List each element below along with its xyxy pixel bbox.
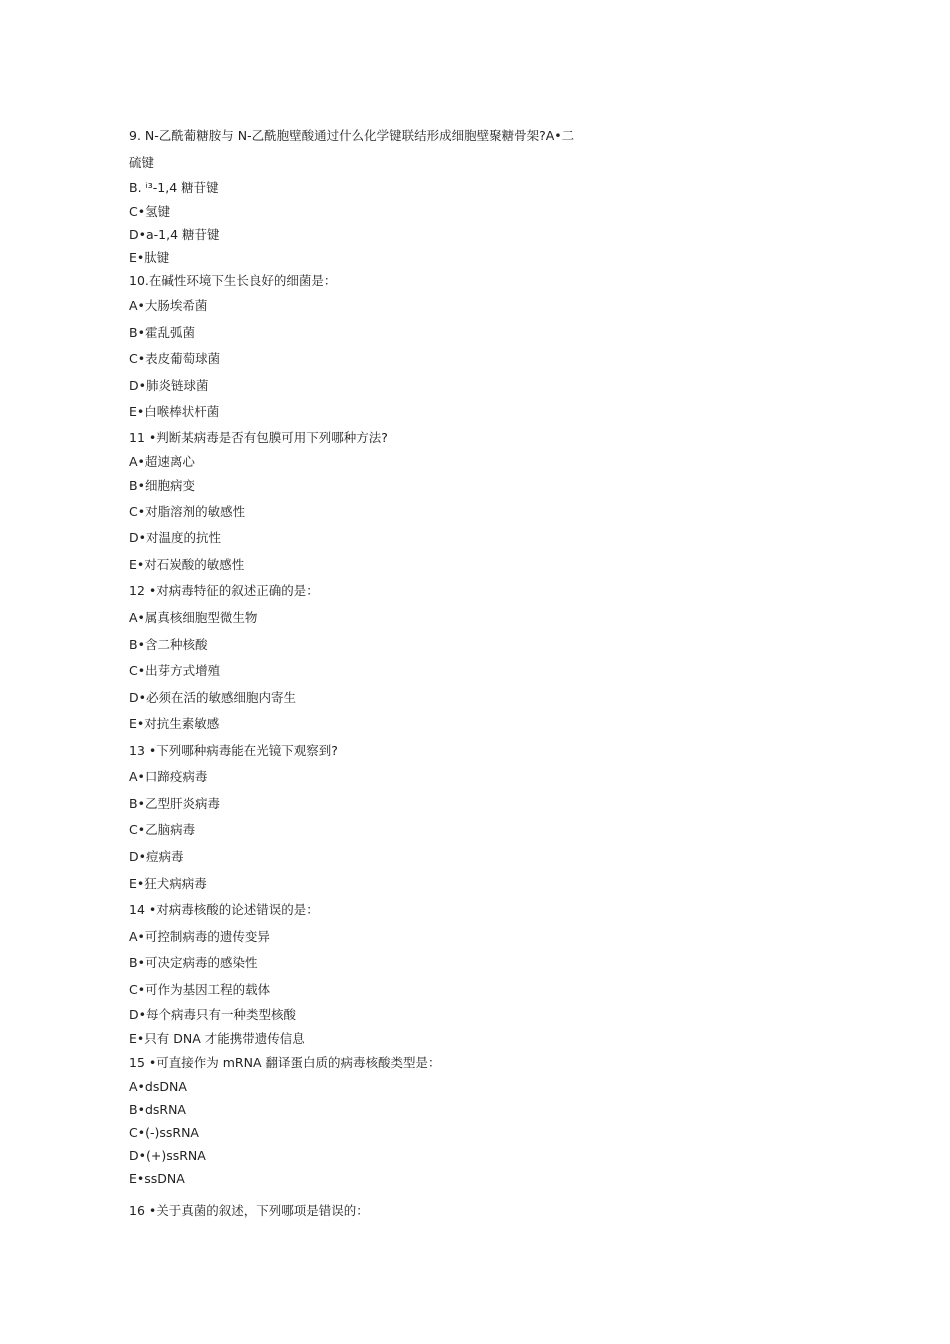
- option-b: B•含二种核酸: [129, 637, 208, 652]
- option-a: A•超速离心: [129, 454, 195, 469]
- option-d: D•每个病毒只有一种类型核酸: [129, 1007, 296, 1022]
- question-12-text: 12 •对病毒特征的叙述正确的是：: [129, 583, 319, 598]
- option-e: E•肽键: [129, 250, 170, 265]
- option-b: B•乙型肝炎病毒: [129, 796, 220, 811]
- question-11-text: 11 •判断某病毒是否有包膜可用下列哪种方法?: [129, 430, 388, 445]
- option-d: D•a-1,4 糖苷键: [129, 227, 220, 242]
- option-e: E•狂犬病病毒: [129, 876, 207, 891]
- question-14-text: 14 •对病毒核酸的论述错误的是：: [129, 902, 319, 917]
- question-16-text: 16 •关于真菌的叙述，下列哪项是错误的：: [129, 1203, 369, 1218]
- option-d: D•对温度的抗性: [129, 530, 221, 545]
- option-c: C•对脂溶剂的敏感性: [129, 504, 246, 519]
- option-a: A•口蹄疫病毒: [129, 769, 208, 784]
- option-c: C•乙脑病毒: [129, 822, 196, 837]
- question-9-text: 9. N-乙酰葡糖胺与 N-乙酰胞壁酸通过什么化学键联结形成细胞壁聚糖骨架?A•二: [129, 128, 575, 143]
- option-b: B•细胞病变: [129, 478, 195, 493]
- option-e: E•对抗生素敏感: [129, 716, 220, 731]
- option-d: D•肺炎链球菌: [129, 378, 209, 393]
- option-a: A•dsDNA: [129, 1079, 187, 1094]
- option-e: E•白喉棒状杆菌: [129, 404, 220, 419]
- option-c: C•可作为基因工程的载体: [129, 982, 271, 997]
- option-e: E•ssDNA: [129, 1171, 185, 1186]
- question-9-text-cont: 硫键: [129, 155, 155, 170]
- option-b: B•dsRNA: [129, 1102, 186, 1117]
- option-d: D•(+)ssRNA: [129, 1148, 206, 1163]
- option-a: A•大肠埃希菌: [129, 298, 208, 313]
- option-c: C•(-)ssRNA: [129, 1125, 199, 1140]
- option-d: D•必须在活的敏感细胞内寄生: [129, 690, 296, 705]
- question-13-text: 13 •下列哪种病毒能在光镜下观察到?: [129, 743, 338, 758]
- option-d: D•痘病毒: [129, 849, 184, 864]
- question-15-text: 15 •可直接作为 mRNA 翻译蛋白质的病毒核酸类型是：: [129, 1055, 441, 1070]
- option-b: B. ⁱ³-1,4 糖苷键: [129, 180, 219, 195]
- option-c: C•氢键: [129, 204, 171, 219]
- option-e: E•对石炭酸的敏感性: [129, 557, 245, 572]
- option-a: A•可控制病毒的遗传变异: [129, 929, 270, 944]
- option-b: B•可决定病毒的感染性: [129, 955, 258, 970]
- option-b: B•霍乱弧菌: [129, 325, 195, 340]
- option-a: A•属真核细胞型微生物: [129, 610, 258, 625]
- option-c: C•表皮葡萄球菌: [129, 351, 221, 366]
- option-e: E•只有 DNA 才能携带遗传信息: [129, 1031, 305, 1046]
- question-10-text: 10.在碱性环境下生长良好的细菌是：: [129, 273, 337, 288]
- option-c: C•出芽方式增殖: [129, 663, 221, 678]
